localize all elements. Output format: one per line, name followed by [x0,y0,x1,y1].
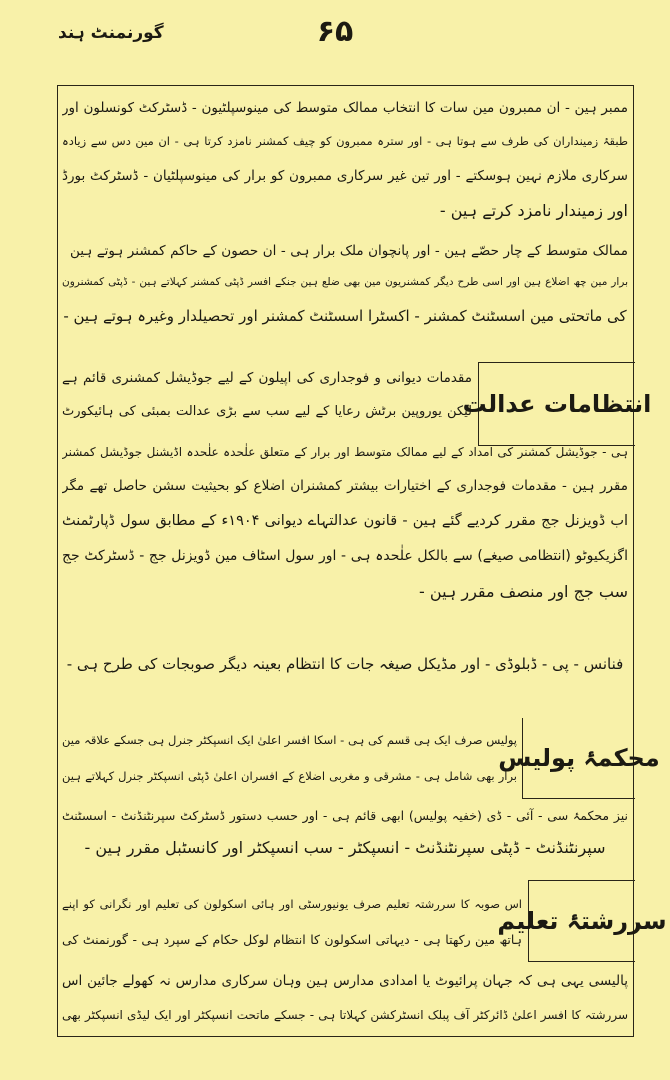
text-line: نیز محکمۂ سی - آئی - ڈی (خفیہ پولیس) ابھی قائم ہی - اور حسب دستور ڈسٹرکٹ سپرنٹنڈنٹ - اسسٹنٹ [62,808,628,823]
text-line: مقرر ہین - مقدمات فوجداری کے اختیارات بیشتر کمشنران اضلاع کو بحیثیت سشن حاصل تھے مگر [62,478,628,494]
text-line: برار مین چھ اضلاع ہین اور اسی طرح دیگر کمشنریون مین بھی ضلع ہین جنکے افسر ڈپٹی کمشنر کہلاتے ہین - ڈپٹی کمشنرون [62,276,628,288]
text-line: برار بھی شامل ہی - مشرقی و مغربی اضلاع کے افسران اعلیٰ ڈپٹی انسپکٹر جنرل کہلاتے ہین [62,769,517,783]
text-line: اب ڈویزنل جج مقرر کردیے گئے ہین - قانون عدالتہاے دیوانی ۱۹۰۴ء کے مطابق سول ڈپارٹمنٹ [62,513,628,529]
section-heading-judiciary: انتظامات عدالت [478,362,635,446]
text-line: اور زمیندار نامزد کرتے ہین - [439,201,628,220]
text-line: فنانس - پی - ڈبلوڈی - اور مڈیکل صیغہ جات کا انتظام بعینہ دیگر صوبجات کی طرح ہی - [66,655,624,673]
text-line: پالیسی یہی ہی کہ جہان پرائیوٹ یا امدادی مدارس ہین وہان سرکاری مدارس نہ کھولے جائین اس [62,973,628,989]
section-heading-police: محکمۂ پولیس [522,718,635,799]
page-number: ۶۵ [316,14,354,49]
text-line: ہاتھ مین رکھتا ہی - دیہاتی اسکولون کا انتظام لوکل حکام کے سپرد ہی - گورنمنٹ کی [62,932,522,947]
running-title: گورنمنٹ ہند [58,23,164,43]
text-line: مقدمات دیوانی و فوجداری کی اپیلون کے لیے جوڈیشل کمشنری قائم ہے [62,370,472,386]
text-line: سررشتہ کا افسر اعلیٰ ڈائرکٹر آف پبلک انسٹرکشن کہلاتا ہی - جسکے ماتحت انسپکٹر اور ایک لیڈی انسپکٹر بھی [62,1008,628,1022]
text-line: سپرنٹنڈنٹ - ڈپٹی سپرنٹنڈنٹ - انسپکٹر - سب انسپکٹر اور کانسٹبل مقرر ہین - [84,838,606,857]
text-line: طبقۂ زمینداران کی طرف سے ہوتا ہی - اور سترہ ممبرون کو چیف کمشنر نامزد کرتا ہی - ان مین دس سے زیادہ [62,134,628,148]
text-line: لیکن یوروپین برٹش رعایا کے لیے سب سے بڑی عدالت بمبئی کی ہائیکورٹ [62,404,472,419]
text-line: سب جج اور منصف مقرر ہین - [419,582,628,601]
text-line: سرکاری ملازم نہین ہوسکتے - اور تین غیر سرکاری ممبرون کو برار کی مینوسپلٹیان - ڈسٹرکٹ بورڈ [62,168,628,184]
text-line: ممالک متوسط کے چار حصّے ہین - اور پانچوان ملک برار ہی - ان حصون کے حاکم کمشنر ہوتے ہین [70,243,628,259]
text-line: ممبر ہین - ان ممبرون مین سات کا انتخاب ممالک متوسط کی مینوسپلٹیون - ڈسٹرکٹ کونسلون اور [62,100,628,116]
text-line: کی ماتحتی مین اسسٹنٹ کمشنر - اکسٹرا اسسٹنٹ کمشنر اور تحصیلدار وغیرہ ہوتے ہین - [63,307,627,325]
text-line: اس صوبہ کا سررشتہ تعلیم صرف یونیورسٹی اور ہائی اسکولون کی تعلیم اور نگرانی کو اپنے [62,897,522,911]
section-heading-education: سررشتۂ تعلیم [528,880,635,962]
text-line: اگزیکیوٹو (انتظامی صیغے) سے بالکل علٰحدہ ہی - اور سول اسٹاف مین ڈویزنل جج - ڈسٹرکٹ جج [62,548,628,564]
text-line: ہی - جوڈیشل کمشنر کی امداد کے لیے ممالک متوسط اور برار کے متعلق علٰحدہ علٰحدہ اڈیشنل جوڈیشل کمشنر [62,445,628,459]
text-line: پولیس صرف ایک ہی قسم کی ہی - اسکا افسر اعلیٰ ایک انسپکٹر جنرل ہی جسکے علاقہ مین [62,733,517,747]
